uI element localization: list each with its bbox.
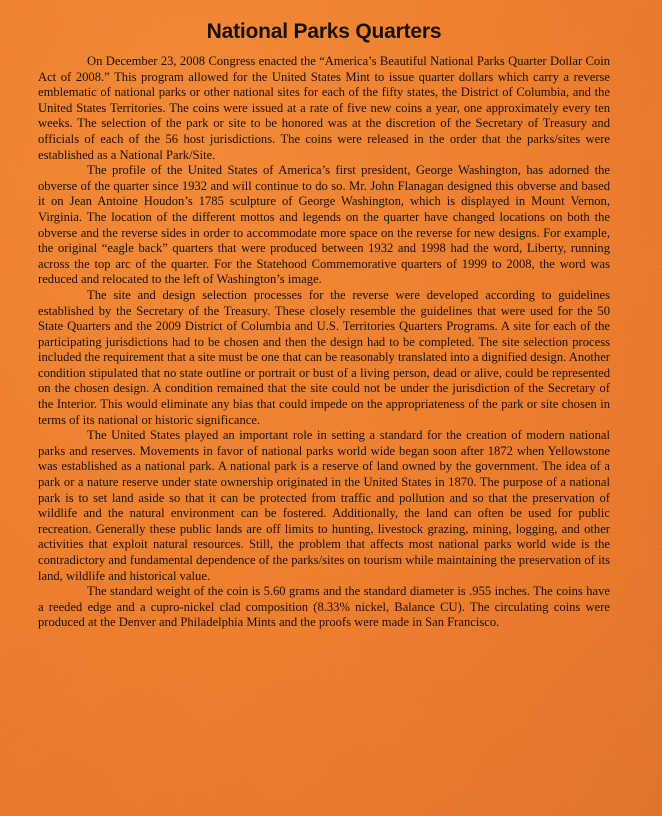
body-text	[38, 54, 610, 631]
paragraph-specifications: The standard weight of the coin is 5.60 grams and the standard diameter is .955 inches. The coins have a reeded edge and a cupro-nickel clad composition (8.33% nickel, Balance CU). The circulating coins were produced at the Denver and Philadelphia Mints and the proofs were made in San Francisco.	[38, 584, 610, 630]
paragraph-national-parks: The United States played an important role in setting a standard for the creation of modern national parks and reserves. Movements in favor of national parks world wide began soon after 1872 when Yellowstone was established as a national park. A national park is a reserve of land owned by the government. The idea of a park or a nature reserve under state ownership originated in the United States in 1870. The purpose of a national park is to set land aside so that it can be protected from traffic and pollution and so that the preservation of wildlife and the natural environment can be fostered. Additionally, the land can often be used for public recreation. Generally these public lands are off limits to hunting, livestock grazing, mining, logging, and other activities that exploit natural resources. Still, the problem that affects most national parks world wide is the contradictory and fundamental dependence of the parks/sites on tourism while maintaining the preservation of its land, wildlife and historical value.	[38, 428, 610, 583]
paragraph-obverse: The profile of the United States of America’s first president, George Washington, has adorned the obverse of the quarter since 1932 and will continue to do so. Mr. John Flanagan designed this obverse and based it on Jean Antoine Houdon’s 1785 sculpture of George Washington, which is displayed in Mount Vernon, Virginia. The location of the different mottos and legends on the quarter have changed locations on both the obverse and the reverse sides in order to accommodate more space on the reverse for new designs. For example, the original “eagle back” quarters that were produced between 1932 and 1998 had the word, Liberty, running across the top arc of the quarter. For the Statehood Commemorative quarters of 1999 to 2008, the word was reduced and relocated to the left of Washington’s image.	[38, 163, 610, 287]
paragraph-selection: The site and design selection processes for the reverse were developed according to guidelines established by the Secretary of the Treasury. These closely resemble the guidelines that were used for the 50 State Quarters and the 2009 District of Columbia and U.S. Territories Quarters Programs. A site for each of the participating jurisdictions had to be chosen and then the design had to be completed. The site selection process included the requirement that a site must be one that can be reasonably translated into a dignified design. Another condition stipulated that no state outline or portrait or bust of a living person, dead or alive, could be represented on the chosen design. A condition remained that the site could not be under the jurisdiction of the Secretary of the Interior. This would eliminate any bias that could impede on the appropriateness of the park or site chosen in terms of its national or historic significance.	[38, 287, 610, 427]
paragraph-act: On December 23, 2008 Congress enacted the “America’s Beautiful National Parks Quarter Dollar Coin Act of 2008.” This program allowed for the United States Mint to issue quarter dollars which carry a reverse emblematic of national parks or other national sites for each of the fifty states, the District of Columbia, and the United States Territories. The coins were issued at a rate of five new coins a year, one approximately every ten weeks. The selection of the park or site to be honored was at the discretion of the Secretary of Treasury and officials of each of the 56 host jurisdictions. The coins were released in the order that the parks/sites were established as a National Park/Site.	[38, 54, 610, 162]
page-title: National Parks Quarters	[206, 20, 442, 43]
